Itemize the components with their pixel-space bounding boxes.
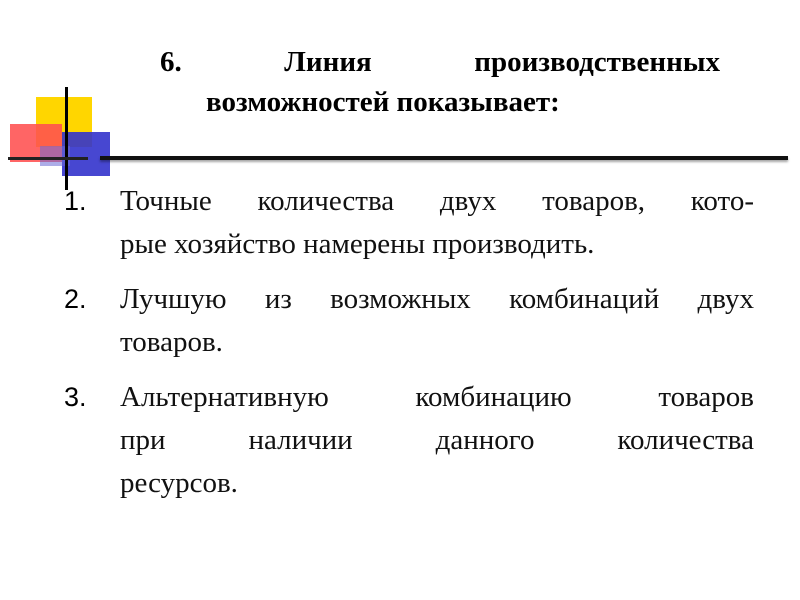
item-text-line: Точные количества двух товаров, кото-: [120, 185, 754, 217]
title-underline-rule: [100, 156, 788, 160]
item-text-line: при наличии данного количества: [120, 424, 754, 456]
item-number: 2.: [64, 284, 87, 314]
title-number: 6.: [160, 46, 182, 78]
list-item: [64, 376, 754, 505]
short-horizontal-rule: [8, 157, 88, 160]
slide-title: [160, 42, 720, 122]
item-text-line: Альтернативную комбинацию товаров: [120, 381, 754, 413]
title-word-1: Линия: [284, 46, 372, 78]
item-number: 1.: [64, 186, 87, 216]
item-text: [120, 376, 754, 505]
answer-options-list: [64, 180, 754, 517]
item-text-line: рые хозяйство намерены производить.: [120, 228, 595, 260]
list-item: [64, 180, 754, 266]
item-number: 3.: [64, 382, 87, 412]
vertical-rule: [65, 87, 68, 190]
list-item: [64, 278, 754, 364]
item-text-line: товаров.: [120, 326, 223, 358]
item-text: [120, 180, 754, 266]
slide-title-line-2: возможностей показывает:: [206, 86, 560, 118]
item-text-line: ресурсов.: [120, 467, 238, 499]
item-text-line: Лучшую из возможных комбинаций двух: [120, 283, 754, 315]
item-text: [120, 278, 754, 364]
title-word-2: производственных: [474, 46, 720, 78]
slide-title-line-1: [160, 42, 720, 82]
